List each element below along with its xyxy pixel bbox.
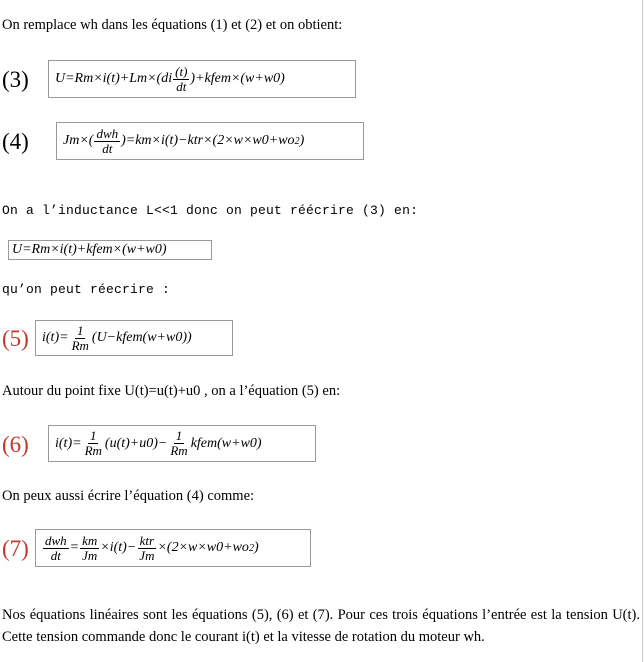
eq7-number: (7) [2, 536, 29, 561]
eq5-den: Rm [71, 337, 89, 353]
eq6-num2: 1 [175, 428, 183, 443]
eq4-before: Jm×( [63, 133, 94, 148]
eq7-num2: km [82, 532, 98, 548]
eq4-mid: )=km×i(t)−ktr×(2×w×w0+wo [121, 133, 295, 148]
rewrite-text: qu’on peut réecrire : [2, 282, 171, 297]
eq3-after: )+kfem×(w+w0) [190, 71, 285, 86]
eq7-den2: Jm [82, 547, 98, 563]
eq7-num3: ktr [139, 532, 155, 548]
eq5-before: i(t)= [42, 330, 69, 345]
eq3-formula [48, 60, 356, 98]
eq3-den: dt [176, 78, 187, 94]
eq4-sup: 2 [294, 135, 300, 147]
eq5-number: (5) [2, 326, 29, 351]
eq3-before: U=Rm×i(t)+Lm×(di [55, 71, 173, 86]
eq7-mid: ×i(t)− [100, 540, 137, 555]
eq7-formula [35, 529, 311, 567]
eq5-fraction [70, 324, 91, 353]
eq7-den1: dt [50, 547, 61, 563]
eq7-den3: Jm [139, 547, 155, 563]
eq6-after: kfem(w+w0) [190, 435, 262, 451]
also-text: On peux aussi écrire l’équation (4) comme: [2, 488, 255, 504]
eq6-fraction1 [83, 429, 104, 458]
eq6-den1: Rm [84, 443, 102, 458]
eq7-fraction3 [137, 534, 156, 563]
eq4-fraction [94, 127, 120, 156]
eq6-mid: (u(t)+u0)− [104, 435, 168, 451]
eq4-den: dt [102, 140, 113, 156]
eq7-after: ×(2×w×w0+wo [157, 540, 249, 555]
eq3b-formula: U=Rm×i(t)+kfem×(w+w0) [8, 240, 212, 260]
eq4-after: ) [299, 133, 305, 148]
eq6-formula [48, 425, 316, 462]
note-inductance: On a l’inductance L<<1 donc on peut réécrire (3) en: [2, 203, 419, 218]
eq7-num1: dwh [45, 532, 67, 548]
eq4-formula [56, 122, 364, 160]
eq6-num1: 1 [89, 428, 97, 443]
eq6-fraction2 [168, 429, 189, 458]
eq3-num: (t) [175, 63, 188, 79]
fixed-point-text: Autour du point fixe U(t)=u(t)+u0 , on a l’équation (5) en: [2, 383, 341, 399]
intro-text: On remplace wh dans les équations (1) et (2) et on obtient: [2, 17, 343, 33]
eq6-before: i(t)= [55, 435, 82, 451]
eq7-end: ) [253, 540, 259, 555]
eq5-formula [35, 320, 233, 356]
eq3-number: (3) [2, 67, 29, 92]
eq5-after: (U−kfem(w+w0)) [91, 330, 192, 345]
conclusion-paragraph: Nos équations linéaires sont les équations (5), (6) et (7). Pour ces trois équations l’entrée est la tension U(t). Cette tension commande donc le courant i(t) et la vitesse de rotation du moteur wh. [2, 607, 640, 645]
eq6-number: (6) [2, 432, 29, 457]
eq3-fraction [173, 65, 189, 94]
eq4-number: (4) [2, 129, 29, 154]
eq6-den2: Rm [170, 443, 188, 458]
eq7-fraction2 [80, 534, 99, 563]
eq7-eq: = [69, 540, 80, 555]
eq7-fraction1 [43, 534, 69, 563]
eq4-num: dwh [96, 125, 119, 141]
eq7-sup: 2 [248, 542, 254, 554]
eq5-num: 1 [76, 322, 84, 338]
